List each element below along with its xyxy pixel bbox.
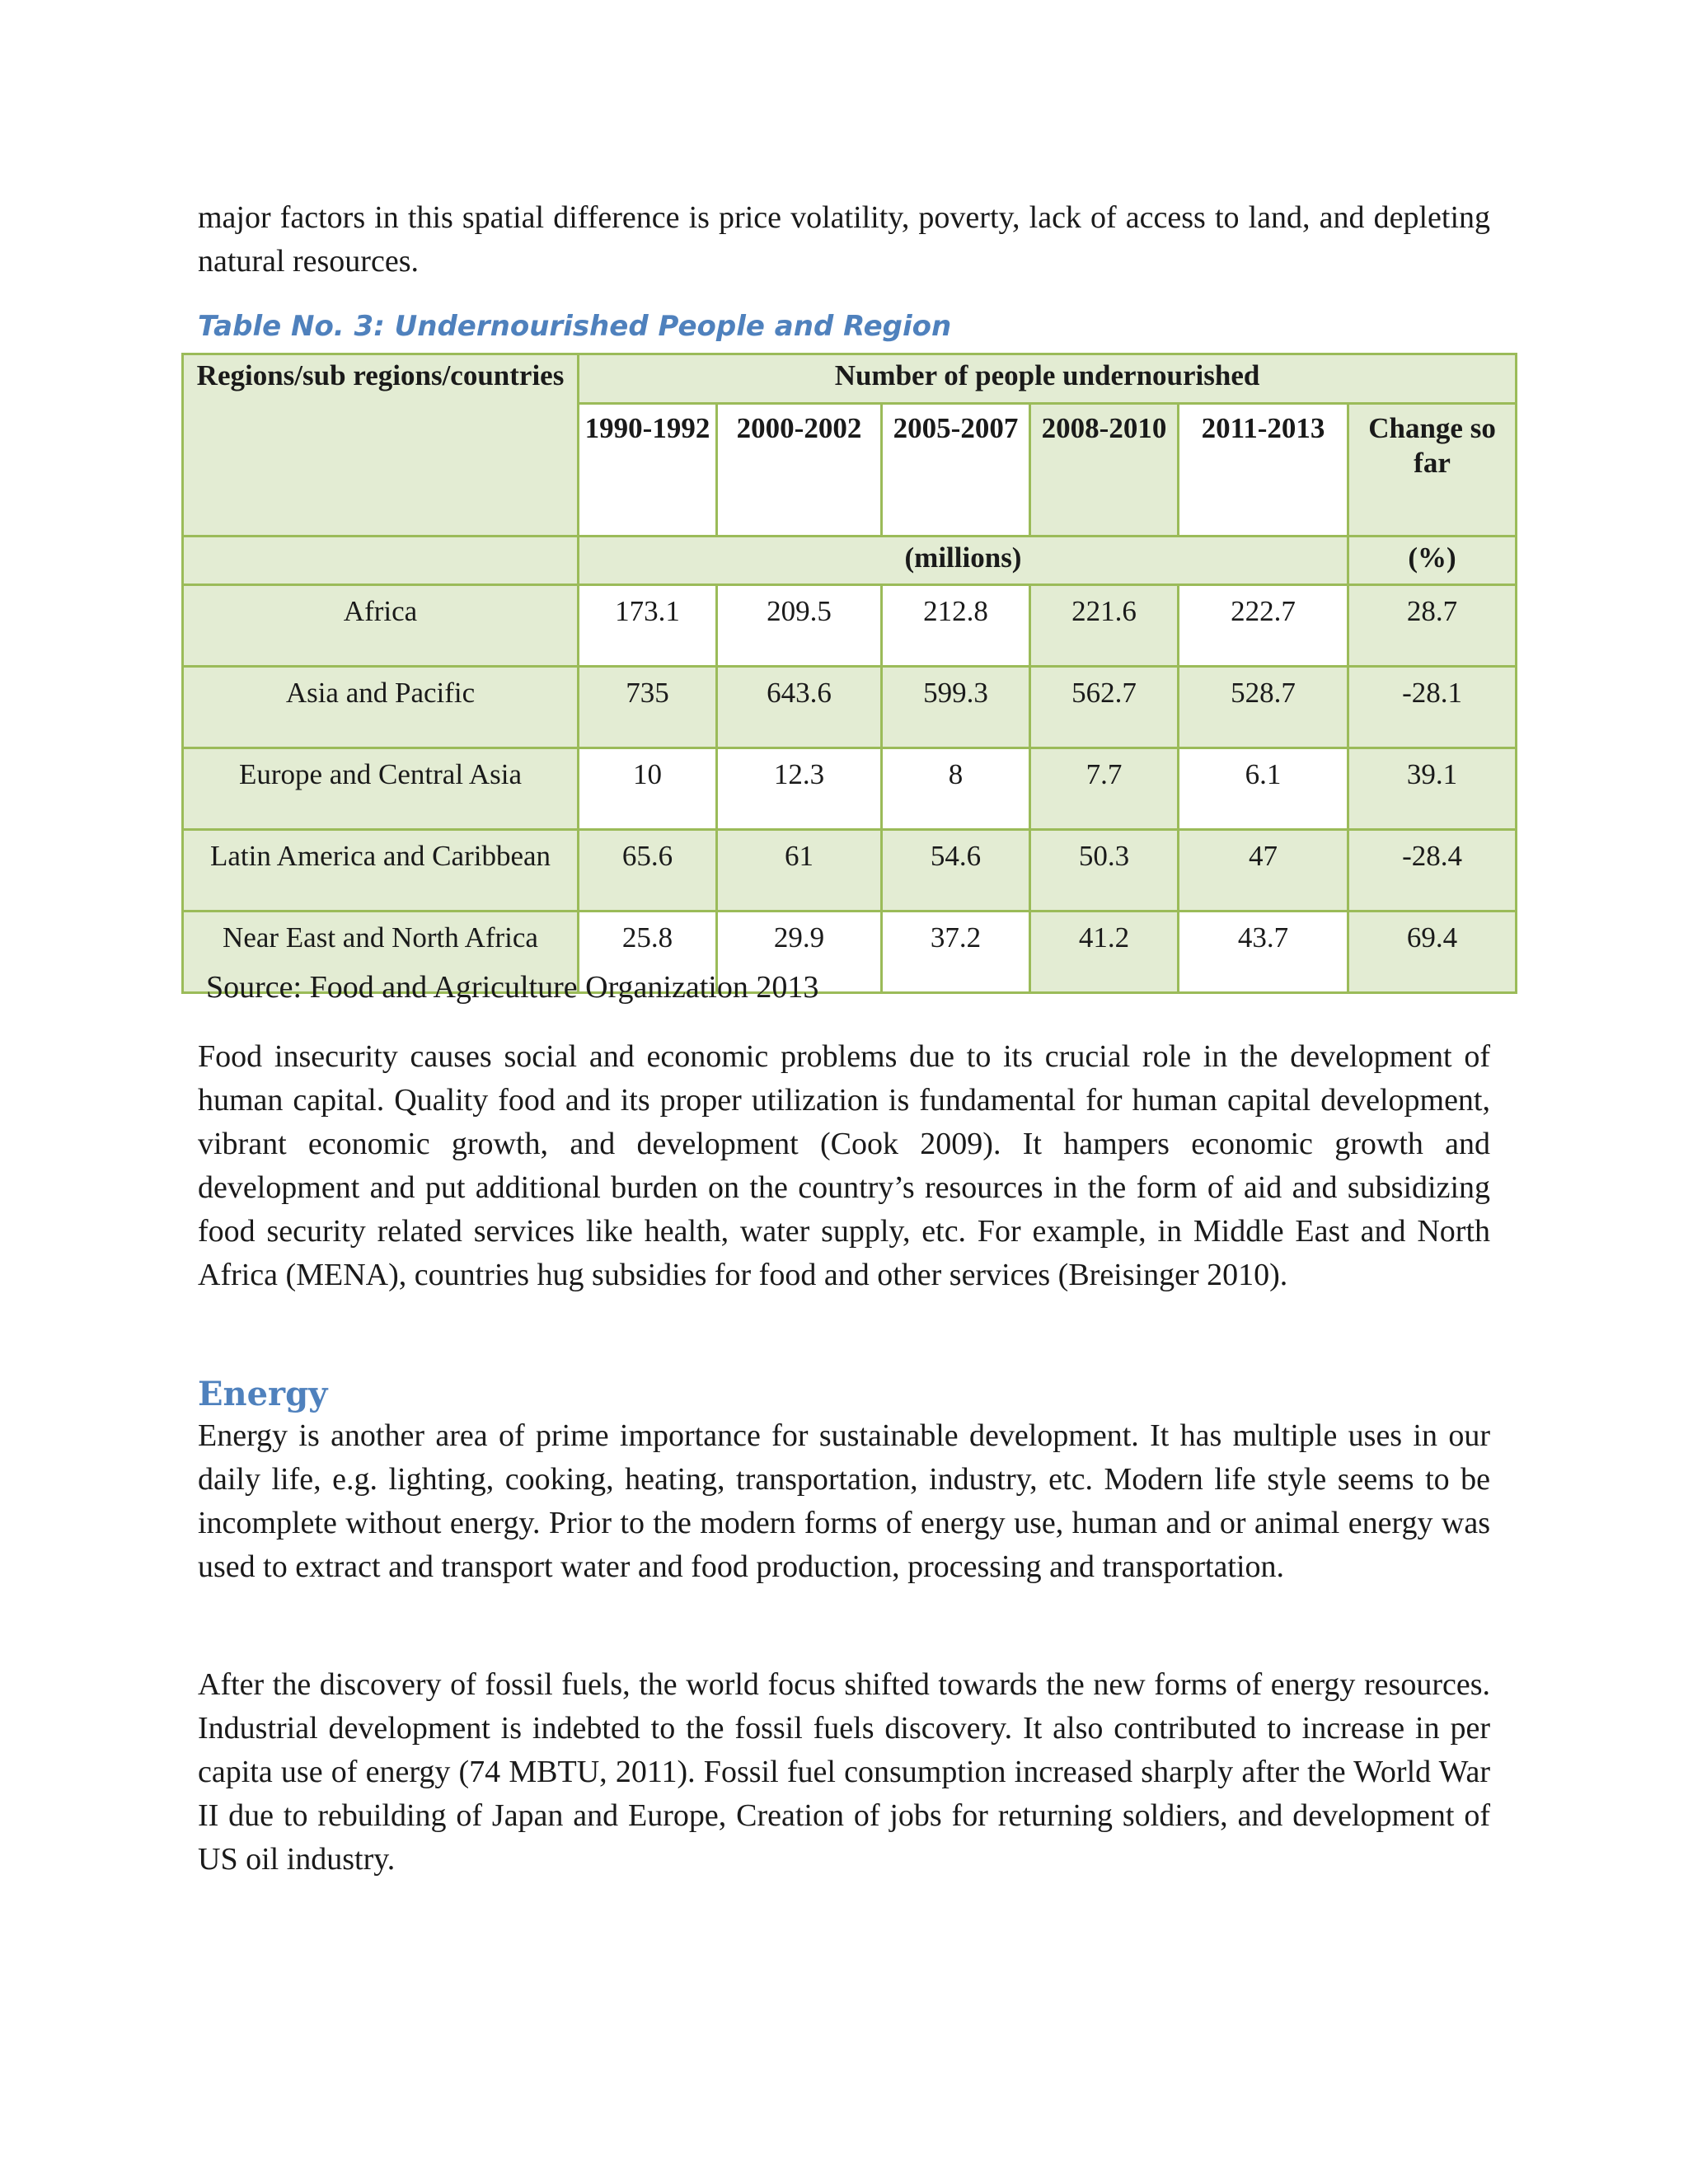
value-cell: 50.3 (1030, 830, 1179, 912)
value-cell: 54.6 (882, 830, 1030, 912)
value-cell: 599.3 (882, 667, 1030, 748)
value-cell: 7.7 (1030, 748, 1179, 830)
region-header: Regions/sub regions/countries (183, 354, 579, 537)
group-header: Number of people undernourished (579, 354, 1517, 404)
value-cell: 10 (579, 748, 717, 830)
period-header: 2000-2002 (717, 404, 882, 537)
region-cell: Asia and Pacific (183, 667, 579, 748)
value-cell: 173.1 (579, 585, 717, 667)
value-cell: 43.7 (1179, 912, 1348, 993)
table-row (183, 830, 1517, 912)
energy-paragraph-1: Energy is another area of prime importance for sustainable development. It has multiple uses in our daily life, e.g. lighting, cooking, heating, transportation, industry, etc. Modern life style seems to be incomplete without energy. Prior to the modern forms of energy use, human and or animal energy was used to extract and transport water and food production, processing and transportation. (198, 1418, 1490, 1584)
undernourished-table (181, 353, 1517, 994)
energy-heading: Energy (198, 1375, 328, 1413)
region-cell: Near East and North Africa (183, 912, 579, 993)
region-cell: Latin America and Caribbean (183, 830, 579, 912)
change-cell: 28.7 (1348, 585, 1517, 667)
unit-spacer (183, 537, 579, 585)
food-insecurity-paragraph: Food insecurity causes social and economic problems due to its crucial role in the development of human capital. Quality food and its proper utilization is fundamental for human capital development, vibrant economic growth, and development (Cook 2009). It hampers economic growth and development and put additional burden on the country’s resources in the form of aid and subsidizing food security related services like health, water supply, etc. For example, in Middle East and North Africa (MENA), countries hug subsidies for food and other services (Breisinger 2010). (198, 1039, 1490, 1292)
value-cell: 643.6 (717, 667, 882, 748)
value-cell: 37.2 (882, 912, 1030, 993)
region-cell: Africa (183, 585, 579, 667)
value-cell: 528.7 (1179, 667, 1348, 748)
table-row (183, 585, 1517, 667)
change-header: Change so far (1348, 404, 1517, 537)
change-cell: -28.1 (1348, 667, 1517, 748)
value-cell: 212.8 (882, 585, 1030, 667)
energy-paragraph-2: After the discovery of fossil fuels, the world focus shifted towards the new forms of energy resources. Industrial development is indebted to the fossil fuels discovery. It also contributed to increase in per capita use of energy (74 MBTU, 2011). Fossil fuel consumption increased sharply after the World War II due to rebuilding of Japan and Europe, Creation of jobs for returning soldiers, and development of US oil industry. (198, 1667, 1490, 1877)
period-header: 2008-2010 (1030, 404, 1179, 537)
table-row (183, 748, 1517, 830)
value-cell: 562.7 (1030, 667, 1179, 748)
intro-paragraph: major factors in this spatial difference is price volatility, poverty, lack of access to land, and depleting natural resources. (198, 200, 1490, 279)
value-cell: 25.8 (579, 912, 717, 993)
value-cell: 65.6 (579, 830, 717, 912)
value-cell: 222.7 (1179, 585, 1348, 667)
value-cell: 12.3 (717, 748, 882, 830)
period-header: 1990-1992 (579, 404, 717, 537)
value-cell: 221.6 (1030, 585, 1179, 667)
value-cell: 8 (882, 748, 1030, 830)
change-cell: 39.1 (1348, 748, 1517, 830)
table-caption: Table No. 3: Undernourished People and Region (198, 310, 952, 343)
value-cell: 29.9 (717, 912, 882, 993)
value-cell: 47 (1179, 830, 1348, 912)
unit-millions: (millions) (579, 537, 1348, 585)
value-cell: 61 (717, 830, 882, 912)
period-header: 2005-2007 (882, 404, 1030, 537)
change-cell: -28.4 (1348, 830, 1517, 912)
value-cell: 41.2 (1030, 912, 1179, 993)
unit-percent: (%) (1348, 537, 1517, 585)
value-cell: 209.5 (717, 585, 882, 667)
region-cell: Europe and Central Asia (183, 748, 579, 830)
period-header: 2011-2013 (1179, 404, 1348, 537)
change-cell: 69.4 (1348, 912, 1517, 993)
value-cell: 6.1 (1179, 748, 1348, 830)
value-cell: 735 (579, 667, 717, 748)
table-row (183, 667, 1517, 748)
table-source: Source: Food and Agriculture Organization 2013 (206, 970, 819, 1005)
